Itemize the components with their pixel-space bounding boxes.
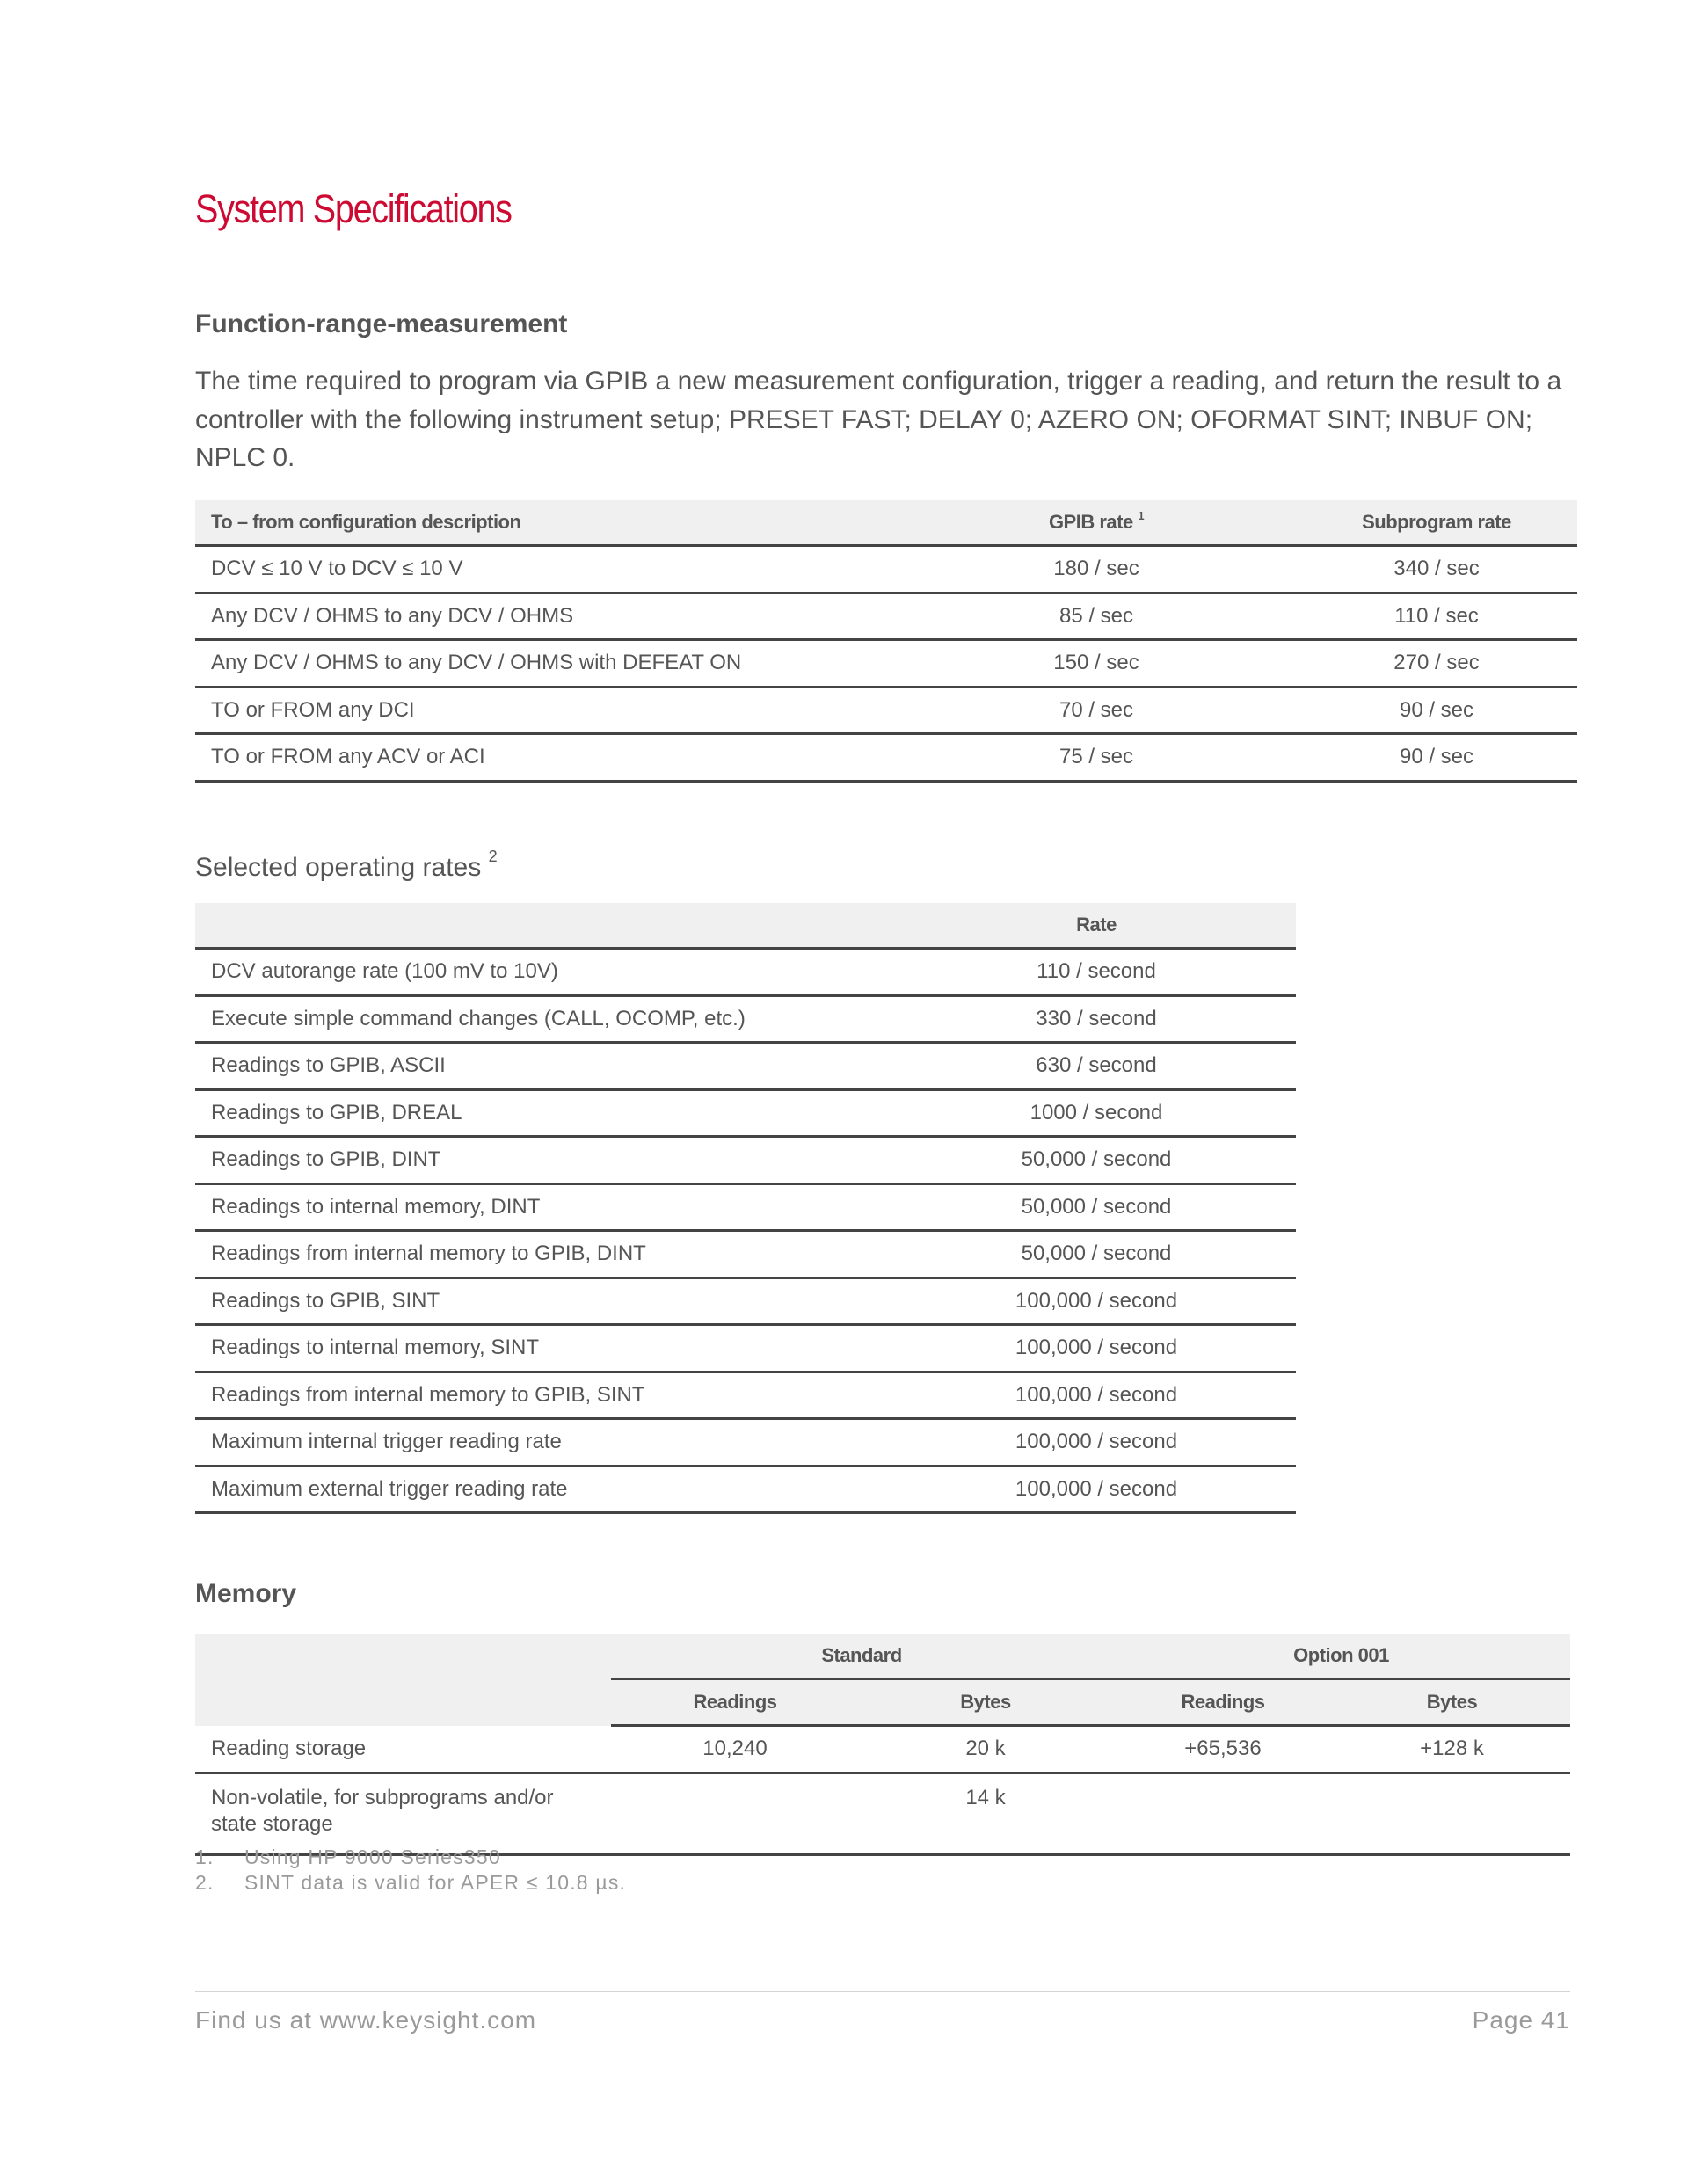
table-group-header-row bbox=[195, 1634, 1570, 1679]
cell-operation: Readings from internal memory to GPIB, DINT bbox=[195, 1231, 897, 1278]
table-row bbox=[195, 1773, 1570, 1854]
section-heading-operating-rates-label: Selected operating rates bbox=[195, 853, 482, 882]
memory-table bbox=[195, 1634, 1570, 1856]
cell-description: TO or FROM any DCI bbox=[195, 687, 897, 734]
cell-rate: 330 / second bbox=[897, 995, 1296, 1043]
cell-description: TO or FROM any ACV or ACI bbox=[195, 734, 897, 782]
column-header-standard-readings: Readings bbox=[611, 1679, 859, 1726]
cell-operation: Readings to GPIB, DINT bbox=[195, 1137, 897, 1184]
cell-description: Any DCV / OHMS to any DCV / OHMS with DEFEAT ON bbox=[195, 640, 897, 688]
column-header-operation bbox=[195, 903, 897, 949]
table-header-row bbox=[195, 500, 1577, 546]
footnote-text: SINT data is valid for APER ≤ 10.8 µs. bbox=[244, 1871, 627, 1894]
page-number: Page 41 bbox=[1472, 2006, 1570, 2034]
table-row bbox=[195, 995, 1296, 1043]
column-header-rate: Rate bbox=[897, 903, 1296, 949]
column-header-standard-bytes: Bytes bbox=[859, 1679, 1112, 1726]
column-header-blank bbox=[195, 1634, 611, 1726]
table-row bbox=[195, 1726, 1570, 1773]
footnote-number: 2. bbox=[195, 1871, 215, 1894]
section-heading-function-range: Function-range-measurement bbox=[195, 309, 568, 339]
table-row bbox=[195, 1278, 1296, 1325]
column-header-gpib-rate bbox=[897, 500, 1296, 546]
table-row bbox=[195, 593, 1577, 640]
cell-rate: 50,000 / second bbox=[897, 1231, 1296, 1278]
column-header-gpib-rate-label: GPIB rate bbox=[1048, 511, 1133, 533]
cell-operation: Readings to internal memory, DINT bbox=[195, 1183, 897, 1231]
footnote bbox=[195, 1845, 626, 1870]
cell-rate: 100,000 / second bbox=[897, 1419, 1296, 1467]
section-heading-operating-rates bbox=[195, 848, 498, 883]
column-header-subprogram-rate: Subprogram rate bbox=[1296, 500, 1577, 546]
table-row bbox=[195, 1137, 1296, 1184]
cell-description: Any DCV / OHMS to any DCV / OHMS bbox=[195, 593, 897, 640]
cell-operation: Maximum external trigger reading rate bbox=[195, 1466, 897, 1513]
cell-subprogram-rate: 340 / sec bbox=[1296, 546, 1577, 593]
table-row bbox=[195, 1372, 1296, 1419]
cell-standard-bytes: 20 k bbox=[859, 1726, 1112, 1773]
table-row bbox=[195, 1325, 1296, 1372]
cell-rate: 1000 / second bbox=[897, 1089, 1296, 1137]
cell-option-readings: +65,536 bbox=[1112, 1726, 1334, 1773]
cell-description: Reading storage bbox=[195, 1726, 611, 1773]
table-row bbox=[195, 1183, 1296, 1231]
footnote-ref: 1 bbox=[1138, 509, 1145, 522]
footnote bbox=[195, 1870, 626, 1896]
cell-subprogram-rate: 270 / sec bbox=[1296, 640, 1577, 688]
cell-operation: Execute simple command changes (CALL, OCOMP, etc.) bbox=[195, 995, 897, 1043]
table-row bbox=[195, 1089, 1296, 1137]
table-header-row bbox=[195, 903, 1296, 949]
cell-operation: Readings to internal memory, SINT bbox=[195, 1325, 897, 1372]
footnote-number: 1. bbox=[195, 1845, 215, 1868]
table-row bbox=[195, 1043, 1296, 1090]
cell-rate: 630 / second bbox=[897, 1043, 1296, 1090]
cell-subprogram-rate: 110 / sec bbox=[1296, 593, 1577, 640]
cell-standard-readings bbox=[611, 1773, 859, 1854]
table-row bbox=[195, 546, 1577, 593]
cell-gpib-rate: 150 / sec bbox=[897, 640, 1296, 688]
table-row bbox=[195, 949, 1296, 996]
cell-description: DCV ≤ 10 V to DCV ≤ 10 V bbox=[195, 546, 897, 593]
cell-operation: DCV autorange rate (100 mV to 10V) bbox=[195, 949, 897, 996]
intro-paragraph: The time required to program via GPIB a new measurement configuration, trigger a reading, and return the result to a controller with the following instrument setup; PRESET FAST; DELAY 0; AZERO ON; OFORMAT SINT; INBUF ON; NPLC 0. bbox=[195, 367, 1562, 472]
cell-rate: 100,000 / second bbox=[897, 1372, 1296, 1419]
table-row bbox=[195, 1231, 1296, 1278]
function-range-table bbox=[195, 500, 1577, 783]
table-row bbox=[195, 687, 1577, 734]
cell-standard-bytes: 14 k bbox=[859, 1773, 1112, 1854]
cell-subprogram-rate: 90 / sec bbox=[1296, 687, 1577, 734]
cell-operation: Readings to GPIB, ASCII bbox=[195, 1043, 897, 1090]
column-header-option-bytes: Bytes bbox=[1334, 1679, 1570, 1726]
cell-rate: 50,000 / second bbox=[897, 1183, 1296, 1231]
footer-divider bbox=[195, 1991, 1570, 1992]
column-header-option-readings: Readings bbox=[1112, 1679, 1334, 1726]
cell-rate: 50,000 / second bbox=[897, 1137, 1296, 1184]
cell-gpib-rate: 70 / sec bbox=[897, 687, 1296, 734]
cell-rate: 110 / second bbox=[897, 949, 1296, 996]
cell-rate: 100,000 / second bbox=[897, 1466, 1296, 1513]
cell-gpib-rate: 75 / sec bbox=[897, 734, 1296, 782]
cell-operation: Readings to GPIB, DREAL bbox=[195, 1089, 897, 1137]
cell-rate: 100,000 / second bbox=[897, 1278, 1296, 1325]
cell-gpib-rate: 180 / sec bbox=[897, 546, 1296, 593]
table-row bbox=[195, 1419, 1296, 1467]
footnote-ref: 2 bbox=[488, 848, 498, 865]
cell-description: Non-volatile, for subprograms and/or state storage bbox=[195, 1773, 611, 1854]
table-row bbox=[195, 734, 1577, 782]
section-heading-memory: Memory bbox=[195, 1579, 297, 1608]
column-group-option-001: Option 001 bbox=[1112, 1634, 1570, 1679]
footnotes bbox=[195, 1845, 626, 1896]
table-row bbox=[195, 1466, 1296, 1513]
cell-operation: Readings from internal memory to GPIB, SINT bbox=[195, 1372, 897, 1419]
cell-option-readings bbox=[1112, 1773, 1334, 1854]
column-group-standard: Standard bbox=[611, 1634, 1112, 1679]
column-header-description: To – from configuration description bbox=[195, 500, 897, 546]
cell-gpib-rate: 85 / sec bbox=[897, 593, 1296, 640]
cell-option-bytes bbox=[1334, 1773, 1570, 1854]
cell-operation: Readings to GPIB, SINT bbox=[195, 1278, 897, 1325]
cell-standard-readings: 10,240 bbox=[611, 1726, 859, 1773]
cell-rate: 100,000 / second bbox=[897, 1325, 1296, 1372]
cell-option-bytes: +128 k bbox=[1334, 1726, 1570, 1773]
footer-website-link[interactable]: Find us at www.keysight.com bbox=[195, 2006, 537, 2034]
operating-rates-table bbox=[195, 903, 1296, 1514]
footnote-text: Using HP 9000 Series350 bbox=[244, 1845, 501, 1868]
table-row bbox=[195, 640, 1577, 688]
page-title: System Specifications bbox=[195, 186, 512, 231]
cell-subprogram-rate: 90 / sec bbox=[1296, 734, 1577, 782]
cell-operation: Maximum internal trigger reading rate bbox=[195, 1419, 897, 1467]
